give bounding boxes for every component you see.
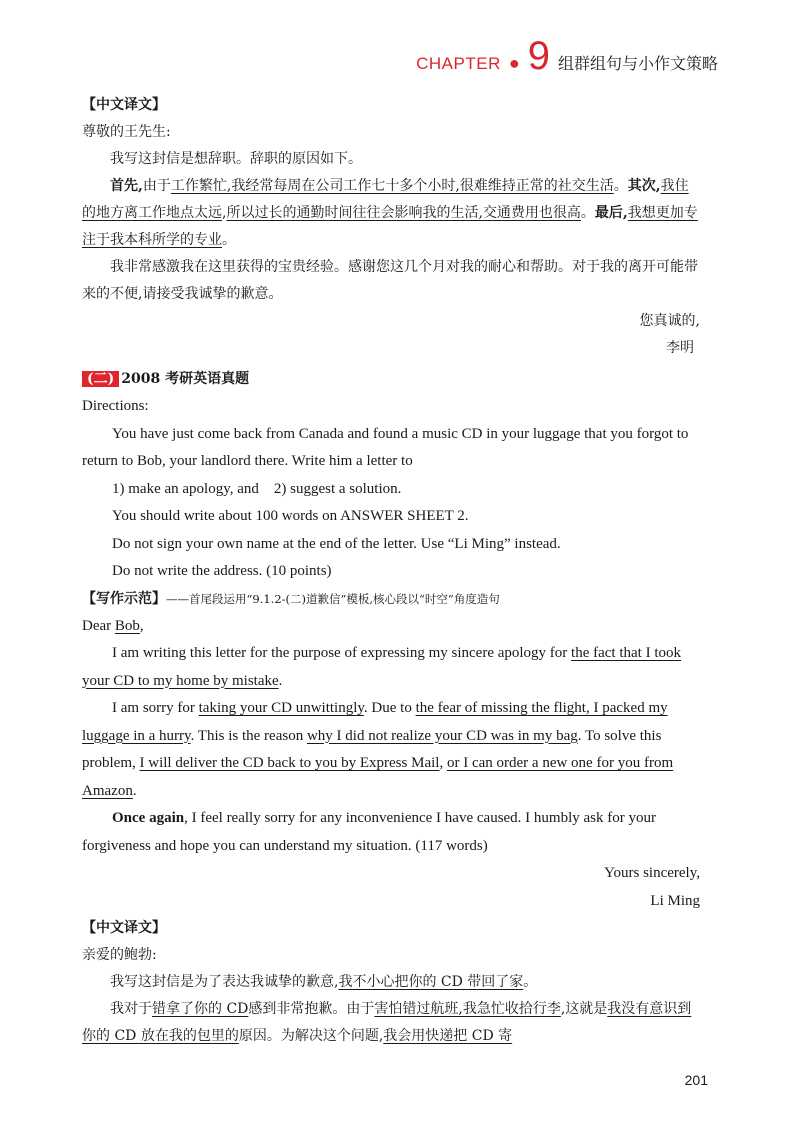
text-run: 。 bbox=[523, 974, 538, 990]
english-paragraph bbox=[82, 805, 700, 860]
text-run: 。 bbox=[222, 232, 236, 248]
letter-paragraph bbox=[82, 173, 700, 254]
underlined-phrase: the fear of missing the flight, I packed my luggage in a hurry bbox=[82, 700, 668, 744]
letter-salutation: 尊敬的王先生: bbox=[82, 124, 171, 140]
bold-phrase: 最后, bbox=[594, 205, 628, 221]
underlined-phrase: 我住的地方离工作地点太远 bbox=[82, 178, 689, 221]
text-run: , bbox=[222, 205, 227, 221]
letter-closing: 您真诚的, bbox=[639, 313, 700, 329]
text-run: ,这就是 bbox=[560, 1001, 608, 1017]
underlined-phrase: 害怕错过航班,我急忙收拾行李 bbox=[374, 1001, 561, 1017]
section-heading bbox=[82, 366, 700, 393]
chapter-label: CHAPTER bbox=[416, 54, 501, 73]
underlined-phrase: 我想更加专注于我本科所学的专业 bbox=[82, 205, 698, 248]
translation-heading: 【中文译文】 bbox=[82, 97, 166, 113]
directions-text: Do not write the address. (10 points) bbox=[112, 563, 332, 579]
letter-paragraph bbox=[82, 969, 700, 996]
underlined-phrase: Bob bbox=[114, 617, 140, 634]
text-run: I am sorry for bbox=[112, 700, 199, 716]
letter-paragraph bbox=[82, 996, 700, 1050]
letter-paragraph: 我非常感激我在这里获得的宝贵经验。感谢您这几个月对我的耐心和帮助。对于我的离开可能带来的不便,请接受我诚挚的歉意。 bbox=[82, 259, 698, 302]
text-run: , bbox=[439, 755, 447, 771]
translation-heading: 【中文译文】 bbox=[82, 920, 166, 936]
text-run: 感到非常抱歉。由于 bbox=[248, 1001, 375, 1017]
underlined-phrase: taking your CD unwittingly bbox=[198, 700, 364, 716]
directions-text: You have just come back from Canada and found a music CD in your luggage that you forgot to return to Bob, your landlord there. Write him a letter to bbox=[82, 425, 689, 469]
section-title: 2008 考研英语真题 bbox=[121, 371, 250, 387]
text-run: . To solve this problem, bbox=[82, 727, 662, 771]
text-run: 。 bbox=[613, 178, 628, 194]
bold-phrase: Once again bbox=[112, 810, 185, 826]
underlined-phrase: 我没有意识到你的 CD 放在我的包里的 bbox=[82, 1001, 692, 1044]
text-run: I am writing this letter for the purpose of expressing my sincere apology for bbox=[112, 645, 572, 661]
text-run: 我写这封信是为了表达我诚挚的歉意, bbox=[110, 974, 339, 990]
directions-label: Directions: bbox=[82, 398, 149, 414]
underlined-phrase: the fact that I took your CD to my home by mistake bbox=[82, 645, 682, 689]
chapter-dot-icon: ● bbox=[508, 53, 520, 73]
sample-heading bbox=[82, 586, 700, 613]
letter-paragraph: 我写这封信是想辞职。辞职的原因如下。 bbox=[110, 151, 362, 167]
sample-tag: 【写作示范】 bbox=[82, 590, 166, 607]
english-signature: Li Ming bbox=[650, 892, 700, 909]
english-paragraph bbox=[82, 640, 700, 695]
underlined-phrase: 错拿了你的 CD bbox=[152, 1001, 249, 1017]
letter-signature: 李明 bbox=[666, 340, 694, 356]
bold-phrase: 其次, bbox=[627, 178, 661, 194]
underlined-phrase: or I can order a new one for you from Amazon bbox=[82, 755, 674, 799]
chapter-number: 9 bbox=[527, 34, 550, 78]
page-header bbox=[416, 36, 718, 76]
text-run: 原因。为解决这个问题, bbox=[238, 1028, 384, 1044]
underlined-phrase: 我不小心把你的 CD 带回了家 bbox=[338, 974, 524, 990]
text-run: . bbox=[132, 782, 137, 799]
page-number: 201 bbox=[684, 1072, 708, 1088]
page-content bbox=[82, 92, 700, 1050]
letter-salutation: 亲爱的鲍勃: bbox=[82, 947, 157, 963]
text-run: , bbox=[139, 617, 144, 634]
english-closing: Yours sincerely, bbox=[604, 865, 700, 881]
chapter-title: 组群组句与小作文策略 bbox=[557, 56, 718, 73]
english-salutation bbox=[82, 613, 700, 641]
underlined-phrase: 工作繁忙,我经常每周在公司工作七十多个小时,很难维持正常的社交生活 bbox=[170, 178, 614, 194]
text-run: . This is the reason bbox=[190, 727, 307, 744]
text-run: 由于 bbox=[142, 178, 171, 194]
section-label: (二) bbox=[82, 371, 119, 387]
text-run: 。 bbox=[580, 205, 595, 221]
text-run: , I feel really sorry for any inconvenience I have caused. I humbly ask for your forgiveness and hope you can understand my situation. (117 words) bbox=[82, 810, 656, 854]
text-run: 我对于 bbox=[110, 1001, 152, 1017]
underlined-phrase: 我会用快递把 CD 寄 bbox=[383, 1028, 513, 1044]
text-run: Dear bbox=[82, 617, 115, 634]
english-paragraph bbox=[82, 695, 700, 805]
directions-text: You should write about 100 words on ANSWER SHEET 2. bbox=[112, 508, 469, 524]
sample-note: ——首尾段运用“9.1.2-(二)道歉信”模板,核心段以“时空”角度造句 bbox=[166, 591, 500, 606]
text-run: . bbox=[278, 672, 283, 689]
directions-text: Do not sign your own name at the end of the letter. Use “Li Ming” instead. bbox=[112, 535, 561, 552]
underlined-phrase: I will deliver the CD back to you by Express Mail bbox=[139, 755, 440, 771]
underlined-phrase: 所以过长的通勤时间往往会影响我的生活,交通费用也很高 bbox=[226, 205, 581, 221]
text-run: . Due to bbox=[363, 700, 416, 716]
underlined-phrase: why I did not realize your CD was in my bag bbox=[306, 727, 578, 744]
directions-text: 1) make an apology, and 2) suggest a solution. bbox=[112, 480, 402, 497]
bold-phrase: 首先, bbox=[110, 178, 143, 194]
